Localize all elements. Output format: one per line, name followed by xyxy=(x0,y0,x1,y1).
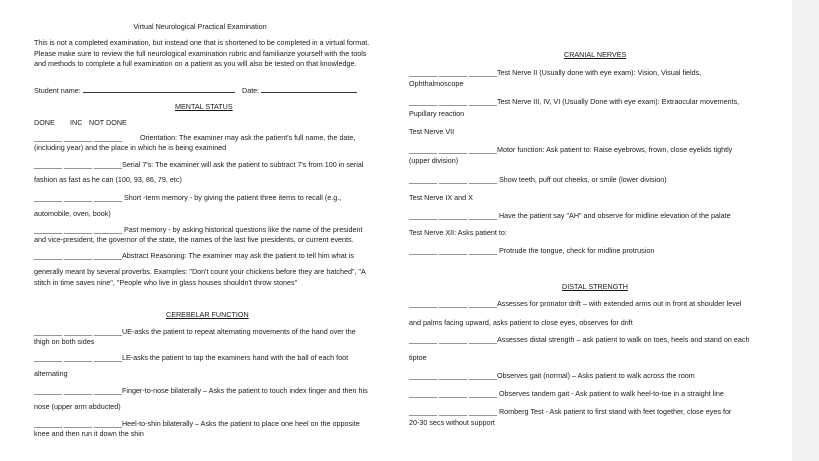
checklist-item: _______ _______ _______Heel-to-shin bilaterally – Asks the patient to place one heel on the opposite xyxy=(34,419,360,428)
checklist-item: _______ _______ _______Serial 7's: The examiner will ask the patient to subtract 7's from 100 in serial xyxy=(34,160,364,169)
score-blank[interactable]: _______ _______ _______ xyxy=(34,193,122,202)
checklist-item: _______ _______ _______ Short -term memory - by giving the patient three items to recall (e.g., xyxy=(34,193,342,202)
col-inc: INC xyxy=(70,118,83,127)
score-blank[interactable]: _______ _______ _______ xyxy=(409,145,497,154)
checklist-item-cont: tiptoe xyxy=(409,353,427,362)
page-edge xyxy=(792,0,819,461)
score-blank[interactable]: _______ _______ _______ xyxy=(34,386,122,395)
checklist-item: _______ _______ _______ Romberg Test - Ask patient to first stand with feet together, close eyes for xyxy=(409,407,732,416)
student-name-label: Student name: xyxy=(34,86,81,95)
intro-paragraph: This is not a completed examination, but instead one that is shortened to be completed in a virtual format. Please make sure to review the full neurological examination rubric and familiarize yourself with the tools and methods to complete a full examination on a patient as you will also be tested on that knowledge. xyxy=(34,38,370,69)
distal-heading: DISTAL STRENGTH xyxy=(562,282,628,291)
checklist-item-cont: automobile, oven, book) xyxy=(34,209,111,218)
checklist-item: _______ _______ _______Test Nerve III, IV, VI (Usually Done with eye exam): Extraocular movements, xyxy=(409,97,740,106)
left-page xyxy=(0,0,400,461)
checklist-item-cont: nose (upper arm abducted) xyxy=(34,402,121,411)
checklist-item: _______ _______ _______ Have the patient say "AH" and observe for midline elevation of the palate xyxy=(409,211,731,220)
checklist-item-cont: thigh on both sides xyxy=(34,337,95,346)
checklist-item-cont: 20-30 secs without support xyxy=(409,418,495,427)
score-blank[interactable]: _______ _______ _______ xyxy=(409,211,497,220)
checklist-item: _______ _______ _______Abstract Reasoning: The examiner may ask the patient to tell him what is xyxy=(34,251,354,260)
nerve-ix-x-label: Test Nerve IX and X xyxy=(409,193,473,202)
cranial-heading: CRANIAL NERVES xyxy=(564,50,627,59)
checklist-item-cont: (upper division) xyxy=(409,156,459,165)
col-not-done: NOT DONE xyxy=(89,118,127,127)
score-blank[interactable]: _______ _______ _______ xyxy=(409,246,497,255)
date-field[interactable] xyxy=(261,85,357,93)
nerve-xii-label: Test Nerve XII: Asks patient to: xyxy=(409,228,507,237)
checklist-item-cont: and vice-president, the governor of the state, the names of the last five presidents, or current events. xyxy=(34,235,354,244)
checklist-item: _______ _______ _______ Orientation: The examiner may ask the patient's full name, the date, xyxy=(34,133,356,142)
checklist-item: _______ _______ _______Observes gait (normal) – Asks patient to walk across the room xyxy=(409,371,695,380)
score-blank[interactable]: _______ _______ _______ xyxy=(409,389,497,398)
score-blank[interactable]: _______ _______ _______ xyxy=(34,225,122,234)
checklist-item: _______ _______ _______LE-asks the patient to tap the examiners hand with the ball of each foot xyxy=(34,353,349,362)
checklist-item-cont: generally meant by several proverbs. Examples: "Don't count your chickens before they are hatched", "A stitch in time saves nine", "People who live in glass houses shouldn't throw stones" xyxy=(34,267,366,287)
checklist-item-cont: (including year) and the place in which he is being examined xyxy=(34,143,227,152)
date-row xyxy=(242,85,357,97)
checklist-item: _______ _______ _______ Observes tandem gait - Ask patient to walk heel-to-toe in a straight line xyxy=(409,389,724,398)
score-blank[interactable]: _______ _______ _______ xyxy=(409,407,497,416)
checklist-item: _______ _______ _______UE-asks the patient to repeat alternating movements of the hand over the xyxy=(34,327,356,336)
student-name-row xyxy=(34,85,235,97)
checklist-item: _______ _______ _______Finger-to-nose bilaterally – Asks the patient to touch index finger and then his xyxy=(34,386,368,395)
right-page xyxy=(400,0,792,461)
score-blank[interactable]: _______ _______ _______ xyxy=(34,251,122,260)
score-blank[interactable]: _______ _______ _______ xyxy=(409,68,497,77)
score-blank[interactable]: _______ _______ _______ xyxy=(34,133,122,142)
score-blank[interactable]: _______ _______ _______ xyxy=(34,327,122,336)
score-blank[interactable]: _______ _______ _______ xyxy=(34,419,122,428)
cerebellar-heading: CEREBELAR FUNCTION xyxy=(166,310,249,319)
score-blank[interactable]: _______ _______ _______ xyxy=(409,175,497,184)
score-blank[interactable]: _______ _______ _______ xyxy=(409,335,497,344)
checklist-item: _______ _______ _______ Show teeth, puff out cheeks, or smile (lower division) xyxy=(409,175,667,184)
checklist-item: _______ _______ _______Assesses for pronator drift – with extended arms out in front at shoulder level xyxy=(409,299,742,308)
date-label: Date: xyxy=(242,86,260,95)
checklist-item: _______ _______ _______ Protrude the tongue, check for midline protrusion xyxy=(409,246,655,255)
checklist-item: _______ _______ _______Motor function: Ask patient to: Raise eyebrows, frown, close eyelids tightly xyxy=(409,145,733,154)
score-blank[interactable]: _______ _______ _______ xyxy=(34,353,122,362)
checklist-item-cont: Pupillary reaction xyxy=(409,109,465,118)
checklist-item-cont: fashion as fast as he can (100, 93, 86, 79, etc) xyxy=(34,175,182,184)
nerve-vii-label: Test Nerve VII xyxy=(409,127,455,136)
score-blank[interactable]: _______ _______ _______ xyxy=(34,160,122,169)
checklist-item-cont: and palms facing upward, asks patient to close eyes, observes for drift xyxy=(409,318,633,327)
score-blank[interactable]: _______ _______ _______ xyxy=(409,97,497,106)
checklist-item-cont: alternating xyxy=(34,369,68,378)
student-name-field[interactable] xyxy=(83,85,235,93)
checklist-item-cont: Ophthalmoscope xyxy=(409,79,464,88)
mental-status-heading: MENTAL STATUS xyxy=(175,102,233,111)
checklist-item: _______ _______ _______ Past memory - by asking historical questions like the name of the president xyxy=(34,225,363,234)
checklist-item: _______ _______ _______Assesses distal strength – ask patient to walk on toes, heels and stand on each xyxy=(409,335,750,344)
score-blank[interactable]: _______ _______ _______ xyxy=(409,299,497,308)
document-title: Virtual Neurological Practical Examination xyxy=(133,22,267,31)
checklist-item-cont: knee and then run it down the shin xyxy=(34,429,144,438)
col-done: DONE xyxy=(34,118,55,127)
checklist-item: _______ _______ _______Test Nerve II (Usually done with eye exam): Vision, Visual fields, xyxy=(409,68,702,77)
score-blank[interactable]: _______ _______ _______ xyxy=(409,371,497,380)
